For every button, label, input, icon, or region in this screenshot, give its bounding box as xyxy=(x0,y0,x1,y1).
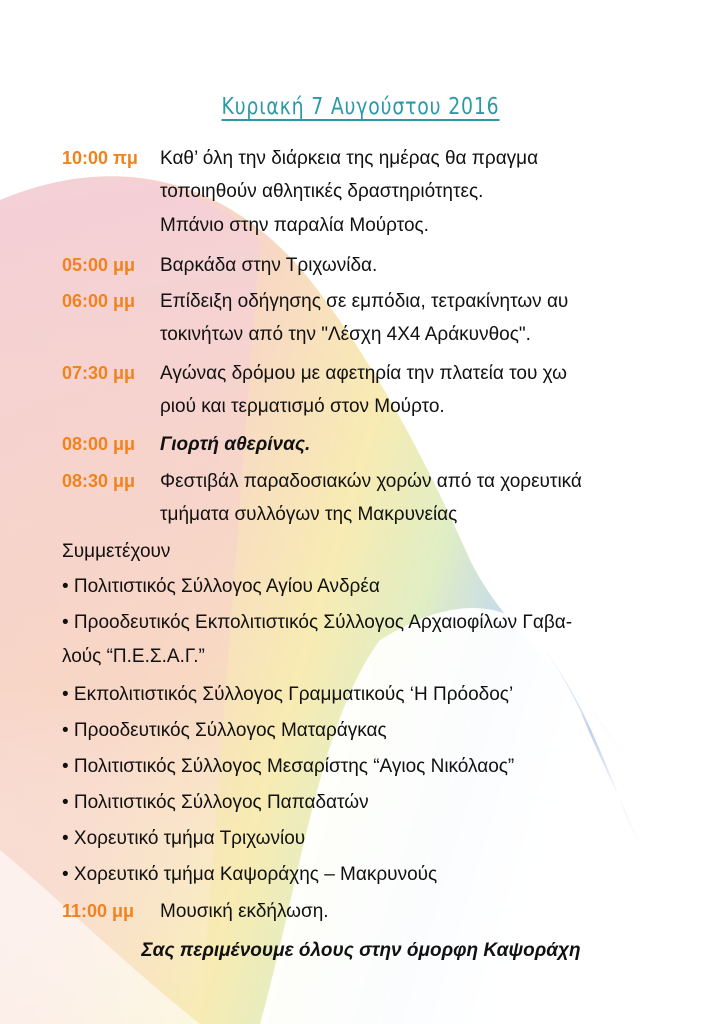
event-text: Επίδειξη οδήγησης σε εμπόδια, τετρακίνητων αυ xyxy=(160,291,569,312)
event-time: 05:00 μμ xyxy=(62,255,136,275)
schedule-item xyxy=(62,146,538,171)
event-text-continued: τοκινήτων από την "Λέσχη 4Χ4 Αράκυνθος". xyxy=(160,324,531,345)
schedule-item xyxy=(62,469,582,494)
schedule-item xyxy=(62,253,377,278)
participants-heading: Συμμετέχουν xyxy=(62,541,171,562)
event-text-highlight: Γιορτή αθερίνας. xyxy=(160,434,311,455)
closing-message: Σας περιμένουμε όλους στην όμορφη Καψοράχη xyxy=(141,940,581,961)
participant-item: • Προοδευτικός Σύλλογος Ματαράγκας xyxy=(62,720,387,741)
participant-item: • Χορευτικό τμήμα Τριχωνίου xyxy=(62,828,306,849)
event-time: 11:00 μμ xyxy=(62,901,135,921)
participant-item: • Προοδευτικός Εκπολιτιστικός Σύλλογος Αρχαιοφίλων Γαβα- xyxy=(62,612,573,633)
event-text: Βαρκάδα στην Τριχωνίδα. xyxy=(160,255,378,276)
participant-item: • Πολιτιστικός Σύλλογος Παπαδατών xyxy=(62,792,369,813)
event-time: 08:00 μμ xyxy=(62,434,136,454)
participant-item: • Εκπολιτιστικός Σύλλογος Γραμματικούς ‘Η Πρόοδος’ xyxy=(62,684,514,705)
event-time: 10:00 πμ xyxy=(62,148,138,168)
page-title-text: Κυριακή 7 Αυγούστου 2016 xyxy=(221,94,500,120)
schedule-item xyxy=(62,432,310,457)
participant-item: • Χορευτικό τμήμα Καψοράχης – Μακρυνούς xyxy=(62,864,438,885)
participant-item: • Πολιτιστικός Σύλλογος Αγίου Ανδρέα xyxy=(62,576,380,597)
schedule-item xyxy=(62,289,568,314)
event-text-continued: Μπάνιο στην παραλία Μούρτος. xyxy=(160,215,429,236)
event-text-continued: τοποιηθούν αθλητικές δραστηριότητες. xyxy=(160,181,484,202)
event-text: Μουσική εκδήλωση. xyxy=(160,901,329,922)
event-time: 08:30 μμ xyxy=(62,471,136,491)
event-text-continued: ριού και τερματισμό στον Μούρτο. xyxy=(160,396,445,417)
page-title xyxy=(0,94,722,120)
schedule-item xyxy=(62,361,567,386)
event-text-continued: τμήματα συλλόγων της Μακρυνείας xyxy=(160,504,458,525)
event-text: Καθ’ όλη την διάρκεια της ημέρας θα πραγμα xyxy=(160,148,539,169)
participant-item: • Πολιτιστικός Σύλλογος Μεσαρίστης “Αγιος Νικόλαος” xyxy=(62,756,515,777)
schedule-item xyxy=(62,899,329,924)
event-text: Αγώνας δρόμου με αφετηρία την πλατεία του χω xyxy=(160,363,567,384)
event-text: Φεστιβάλ παραδοσιακών χορών από τα χορευτικά xyxy=(160,471,582,492)
event-time: 07:30 μμ xyxy=(62,363,136,383)
participant-item-continued: λούς “Π.Ε.Σ.Α.Γ.” xyxy=(62,646,205,667)
event-time: 06:00 μμ xyxy=(62,291,136,311)
